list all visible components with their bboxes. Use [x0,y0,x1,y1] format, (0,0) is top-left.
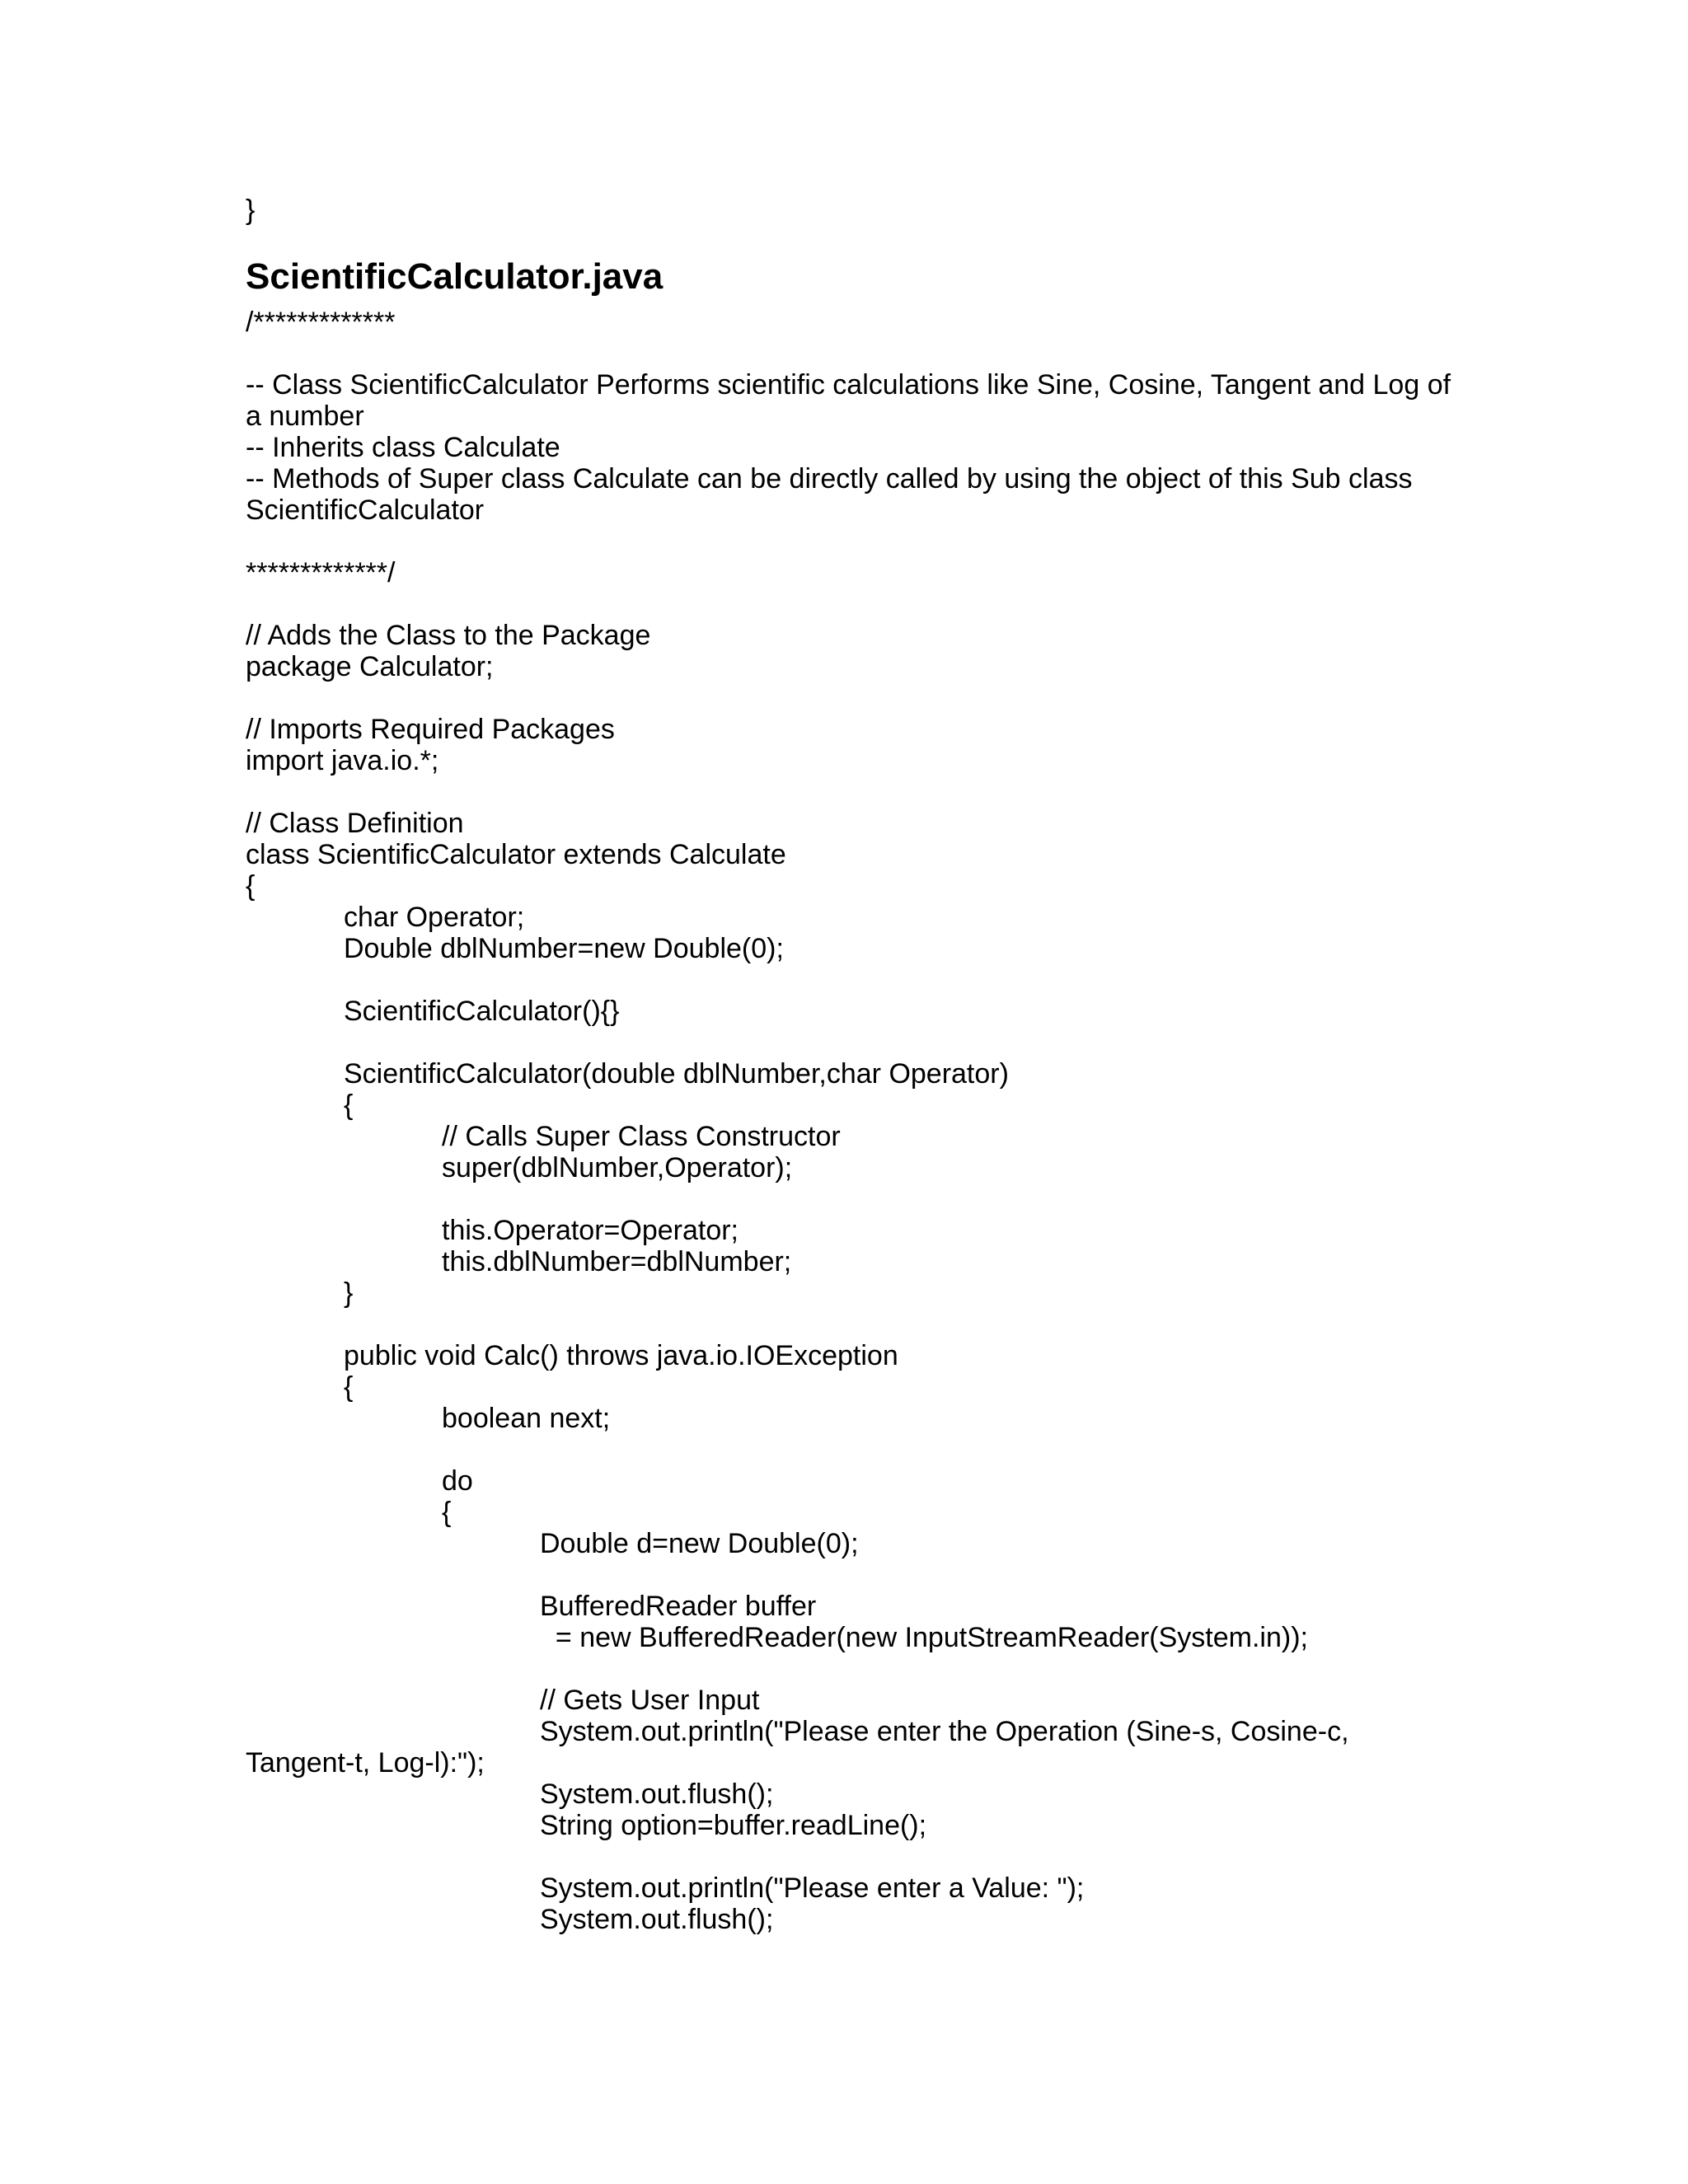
declare-next: boolean next; [442,1403,611,1434]
assign-operator: this.Operator=Operator; [442,1215,739,1246]
println-operation: System.out.println("Please enter the Operation (Sine-s, Cosine-c, [540,1716,1349,1747]
assign-number: this.dblNumber=dblNumber; [442,1246,792,1277]
header-comment-line: a number [246,401,364,432]
println-operation-wrap: Tangent-t, Log-l):"); [246,1747,485,1779]
header-comment-line: -- Inherits class Calculate [246,432,560,463]
field-declaration: char Operator; [344,902,525,933]
header-comment-open: /************* [246,307,396,338]
class-open-brace: { [246,870,256,902]
import-statement: import java.io.*; [246,745,439,776]
flush-call: System.out.flush(); [540,1904,774,1935]
constructor-comment: // Calls Super Class Constructor [442,1121,841,1152]
header-comment-close: *************/ [246,557,396,588]
blank-line [246,776,1449,808]
blank-line [246,526,1449,557]
declare-d: Double d=new Double(0); [540,1528,859,1559]
constructor-open-brace: { [344,1090,354,1121]
blank-line [246,964,1449,996]
code-listing [246,307,1449,1935]
package-statement: package Calculator; [246,651,494,682]
blank-line [246,1559,1449,1591]
file-heading: ScientificCalculator.java [246,256,663,297]
blank-line [246,588,1449,620]
constructor-signature: ScientificCalculator(double dblNumber,char Operator) [344,1058,1009,1090]
read-option: String option=buffer.readLine(); [540,1810,927,1841]
header-comment-line: ScientificCalculator [246,494,485,526]
println-value: System.out.println("Please enter a Value: "); [540,1872,1085,1904]
blank-line [246,1434,1449,1465]
blank-line [246,338,1449,369]
flush-call: System.out.flush(); [540,1779,774,1810]
blank-line [246,1309,1449,1340]
constructor-close-brace: } [344,1277,354,1309]
field-declaration: Double dblNumber=new Double(0); [344,933,784,964]
buffer-initializer: = new BufferedReader(new InputStreamReader(System.in)); [540,1622,1308,1653]
calc-open-brace: { [344,1371,354,1403]
blank-line [246,682,1449,714]
blank-line [246,1653,1449,1685]
header-comment-line: -- Methods of Super class Calculate can be directly called by using the object of this Sub class [246,463,1413,494]
do-open-brace: { [442,1497,452,1528]
blank-line [246,1183,1449,1215]
default-constructor: ScientificCalculator(){} [344,996,620,1027]
previous-closing-brace: } [246,194,256,226]
buffer-declaration: BufferedReader buffer [540,1591,817,1622]
class-comment: // Class Definition [246,808,464,839]
package-comment: // Adds the Class to the Package [246,620,651,651]
do-keyword: do [442,1465,473,1497]
header-comment-line: -- Class ScientificCalculator Performs scientific calculations like Sine, Cosine, Tangent and Log of [246,369,1451,401]
input-comment: // Gets User Input [540,1685,760,1716]
class-declaration: class ScientificCalculator extends Calculate [246,839,786,870]
blank-line [246,1841,1449,1872]
blank-line [246,1027,1449,1058]
super-call: super(dblNumber,Operator); [442,1152,793,1183]
imports-comment: // Imports Required Packages [246,714,615,745]
calc-method-signature: public void Calc() throws java.io.IOException [344,1340,898,1371]
